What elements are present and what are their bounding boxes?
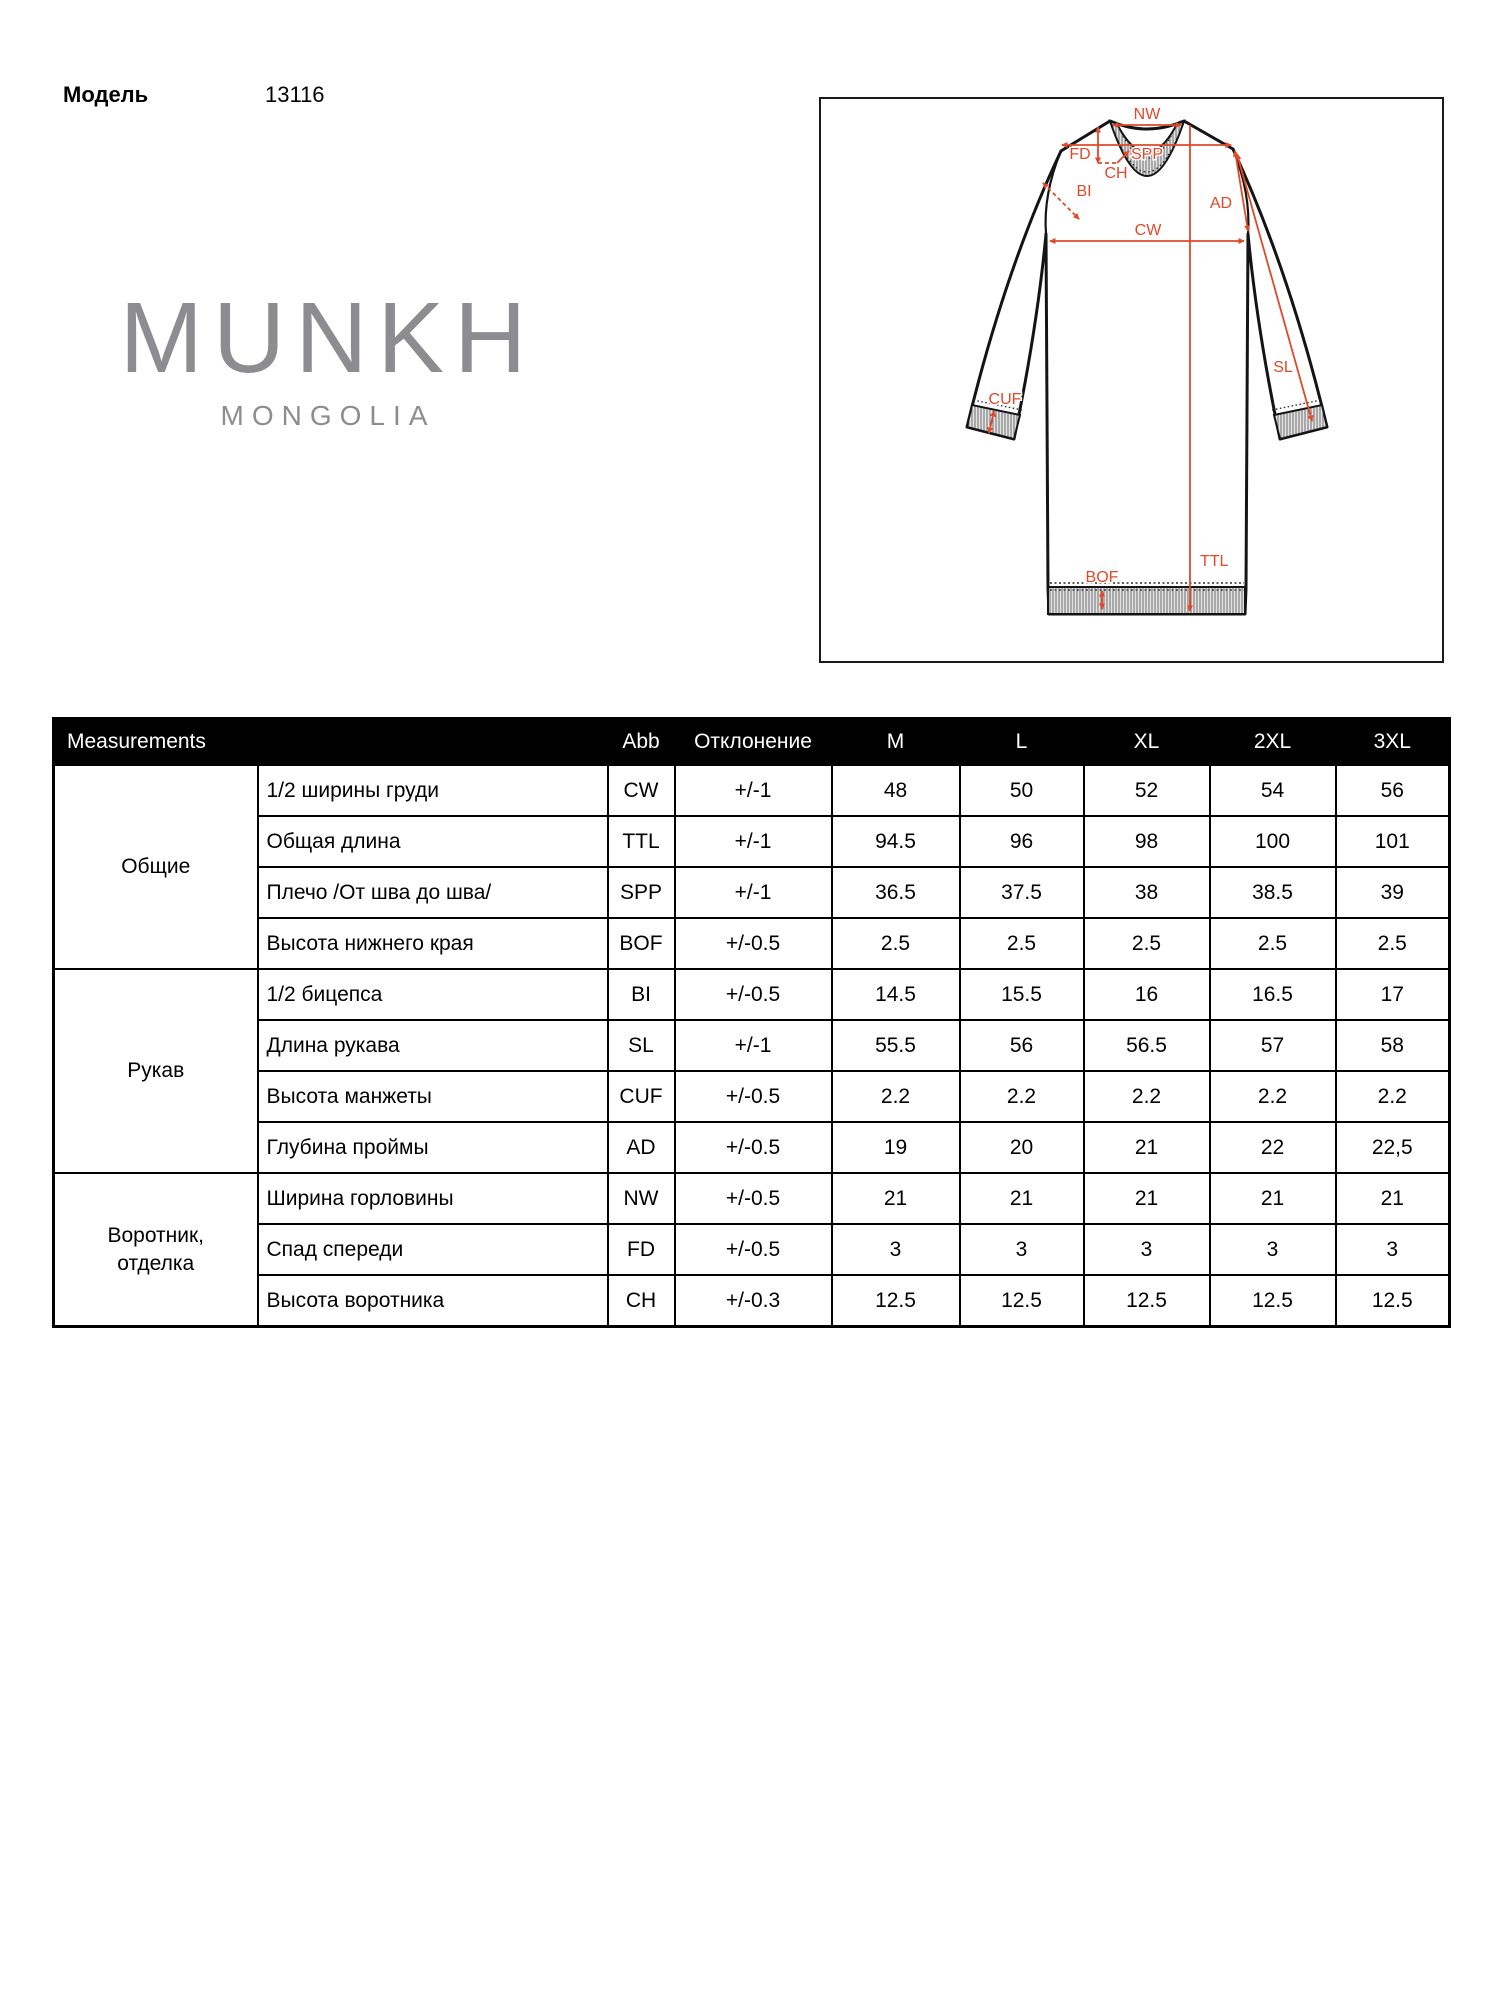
hem-rib [1048, 583, 1245, 614]
deviation-cell: +/-0.5 [675, 918, 832, 969]
diagram-label-ch: CH [1104, 165, 1128, 182]
deviation-cell: +/-0.5 [675, 1071, 832, 1122]
size-value-cell: 54 [1210, 765, 1336, 816]
size-value-cell: 52 [1084, 765, 1210, 816]
size-value-cell: 12.5 [1084, 1275, 1210, 1327]
size-value-cell: 12.5 [1210, 1275, 1336, 1327]
diagram-label-ttl: TTL [1200, 553, 1229, 570]
deviation-cell: +/-1 [675, 816, 832, 867]
size-value-cell: 98 [1084, 816, 1210, 867]
header-size-xl: XL [1084, 719, 1210, 766]
table-row [54, 1173, 1450, 1224]
deviation-cell: +/-1 [675, 867, 832, 918]
table-row [54, 969, 1450, 1020]
measurement-group-label: Рукав [127, 1059, 185, 1083]
diagram-label-cuf: CUF [988, 391, 1022, 408]
abb-cell: CW [608, 765, 675, 816]
size-value-cell: 38 [1084, 867, 1210, 918]
size-value-cell: 2.2 [1084, 1071, 1210, 1122]
deviation-cell: +/-0.3 [675, 1275, 832, 1327]
abb-cell: SPP [608, 867, 675, 918]
size-value-cell: 2.2 [832, 1071, 960, 1122]
deviation-cell: +/-1 [675, 1020, 832, 1071]
size-value-cell: 2.5 [832, 918, 960, 969]
measurement-name-cell: Длина рукава [258, 1020, 608, 1071]
measurement-group-cell [54, 1173, 258, 1327]
measurement-name-cell: Высота манжеты [258, 1071, 608, 1122]
size-value-cell: 38.5 [1210, 867, 1336, 918]
table-row [54, 1275, 1450, 1327]
header-abb: Abb [608, 719, 675, 766]
table-row [54, 918, 1450, 969]
diagram-label-spp: SPP [1130, 146, 1164, 163]
table-row [54, 1020, 1450, 1071]
abb-cell: FD [608, 1224, 675, 1275]
garment-diagram [819, 97, 1444, 663]
measurement-name-cell: Общая длина [258, 816, 608, 867]
abb-cell: BI [608, 969, 675, 1020]
size-value-cell: 19 [832, 1122, 960, 1173]
size-value-cell: 12.5 [1336, 1275, 1450, 1327]
size-value-cell: 36.5 [832, 867, 960, 918]
deviation-cell: +/-0.5 [675, 1173, 832, 1224]
size-value-cell: 96 [960, 816, 1084, 867]
size-value-cell: 101 [1336, 816, 1450, 867]
size-value-cell: 56 [960, 1020, 1084, 1071]
size-value-cell: 3 [1084, 1224, 1210, 1275]
brand-subtitle: MONGOLIA [220, 400, 436, 431]
measurement-name-cell: Высота воротника [258, 1275, 608, 1327]
brand-name: MUNKH [119, 282, 537, 394]
size-value-cell: 37.5 [960, 867, 1084, 918]
size-value-cell: 16 [1084, 969, 1210, 1020]
table-header-row [54, 719, 1450, 766]
header-size-3xl: 3XL [1336, 719, 1450, 766]
size-value-cell: 21 [1084, 1173, 1210, 1224]
table-row [54, 1071, 1450, 1122]
measurement-name-cell: Плечо /От шва до шва/ [258, 867, 608, 918]
table-row [54, 867, 1450, 918]
measurement-name-cell: Высота нижнего края [258, 918, 608, 969]
size-value-cell: 16.5 [1210, 969, 1336, 1020]
table-row [54, 816, 1450, 867]
size-value-cell: 14.5 [832, 969, 960, 1020]
size-value-cell: 3 [1336, 1224, 1450, 1275]
size-value-cell: 3 [1210, 1224, 1336, 1275]
size-value-cell: 21 [1336, 1173, 1450, 1224]
size-value-cell: 2.2 [1336, 1071, 1450, 1122]
size-value-cell: 20 [960, 1122, 1084, 1173]
size-value-cell: 2.5 [1336, 918, 1450, 969]
size-value-cell: 100 [1210, 816, 1336, 867]
size-value-cell: 12.5 [832, 1275, 960, 1327]
size-value-cell: 21 [1084, 1122, 1210, 1173]
table-row [54, 1224, 1450, 1275]
table-row [54, 1122, 1450, 1173]
abb-cell: BOF [608, 918, 675, 969]
size-value-cell: 56.5 [1084, 1020, 1210, 1071]
size-value-cell: 21 [960, 1173, 1084, 1224]
size-value-cell: 12.5 [960, 1275, 1084, 1327]
measurement-group-cell [54, 969, 258, 1173]
size-value-cell: 50 [960, 765, 1084, 816]
measurement-table-body [54, 765, 1450, 1327]
abb-cell: SL [608, 1020, 675, 1071]
diagram-label-sl: SL [1273, 359, 1293, 376]
abb-cell: CUF [608, 1071, 675, 1122]
deviation-cell: +/-1 [675, 765, 832, 816]
abb-cell: CH [608, 1275, 675, 1327]
size-value-cell: 3 [960, 1224, 1084, 1275]
size-value-cell: 48 [832, 765, 960, 816]
table-row [54, 765, 1450, 816]
brand-logo [112, 282, 544, 432]
size-value-cell: 57 [1210, 1020, 1336, 1071]
size-value-cell: 2.2 [1210, 1071, 1336, 1122]
header-measurements: Measurements [54, 719, 608, 766]
deviation-cell: +/-0.5 [675, 1224, 832, 1275]
diagram-label-bof: BOF [1085, 569, 1119, 586]
size-value-cell: 39 [1336, 867, 1450, 918]
header-size-m: M [832, 719, 960, 766]
measurement-group-cell [54, 765, 258, 969]
size-value-cell: 2.5 [960, 918, 1084, 969]
measurement-name-cell: Глубина проймы [258, 1122, 608, 1173]
header-deviation: Отклонение [675, 719, 832, 766]
model-number: 13116 [265, 82, 325, 107]
size-value-cell: 22 [1210, 1122, 1336, 1173]
size-value-cell: 21 [832, 1173, 960, 1224]
size-value-cell: 22,5 [1336, 1122, 1450, 1173]
measurement-group-label: Воротник, отделка [107, 1224, 205, 1275]
abb-cell: AD [608, 1122, 675, 1173]
size-value-cell: 2.5 [1210, 918, 1336, 969]
diagram-label-bi: BI [1076, 183, 1092, 200]
diagram-label-cw: CW [1134, 222, 1162, 239]
model-row [63, 82, 325, 108]
size-value-cell: 15.5 [960, 969, 1084, 1020]
measurement-name-cell: Ширина горловины [258, 1173, 608, 1224]
size-value-cell: 2.5 [1084, 918, 1210, 969]
garment-technical-drawing [821, 99, 1442, 661]
header-size-l: L [960, 719, 1084, 766]
measurement-name-cell: 1/2 ширины груди [258, 765, 608, 816]
abb-cell: TTL [608, 816, 675, 867]
diagram-label-nw: NW [1133, 106, 1161, 123]
size-value-cell: 17 [1336, 969, 1450, 1020]
deviation-cell: +/-0.5 [675, 969, 832, 1020]
size-value-cell: 56 [1336, 765, 1450, 816]
header-size-2xl: 2XL [1210, 719, 1336, 766]
measurement-table [52, 717, 1451, 1328]
measurement-name-cell: 1/2 бицепса [258, 969, 608, 1020]
size-value-cell: 2.2 [960, 1071, 1084, 1122]
deviation-cell: +/-0.5 [675, 1122, 832, 1173]
size-value-cell: 3 [832, 1224, 960, 1275]
size-value-cell: 21 [1210, 1173, 1336, 1224]
size-value-cell: 94.5 [832, 816, 960, 867]
size-value-cell: 55.5 [832, 1020, 960, 1071]
diagram-label-fd: FD [1069, 146, 1091, 163]
measurement-name-cell: Спад спереди [258, 1224, 608, 1275]
diagram-label-ad: AD [1209, 195, 1233, 212]
measurement-group-label: Общие [121, 855, 191, 879]
model-label: Модель [63, 82, 149, 107]
abb-cell: NW [608, 1173, 675, 1224]
size-value-cell: 58 [1336, 1020, 1450, 1071]
